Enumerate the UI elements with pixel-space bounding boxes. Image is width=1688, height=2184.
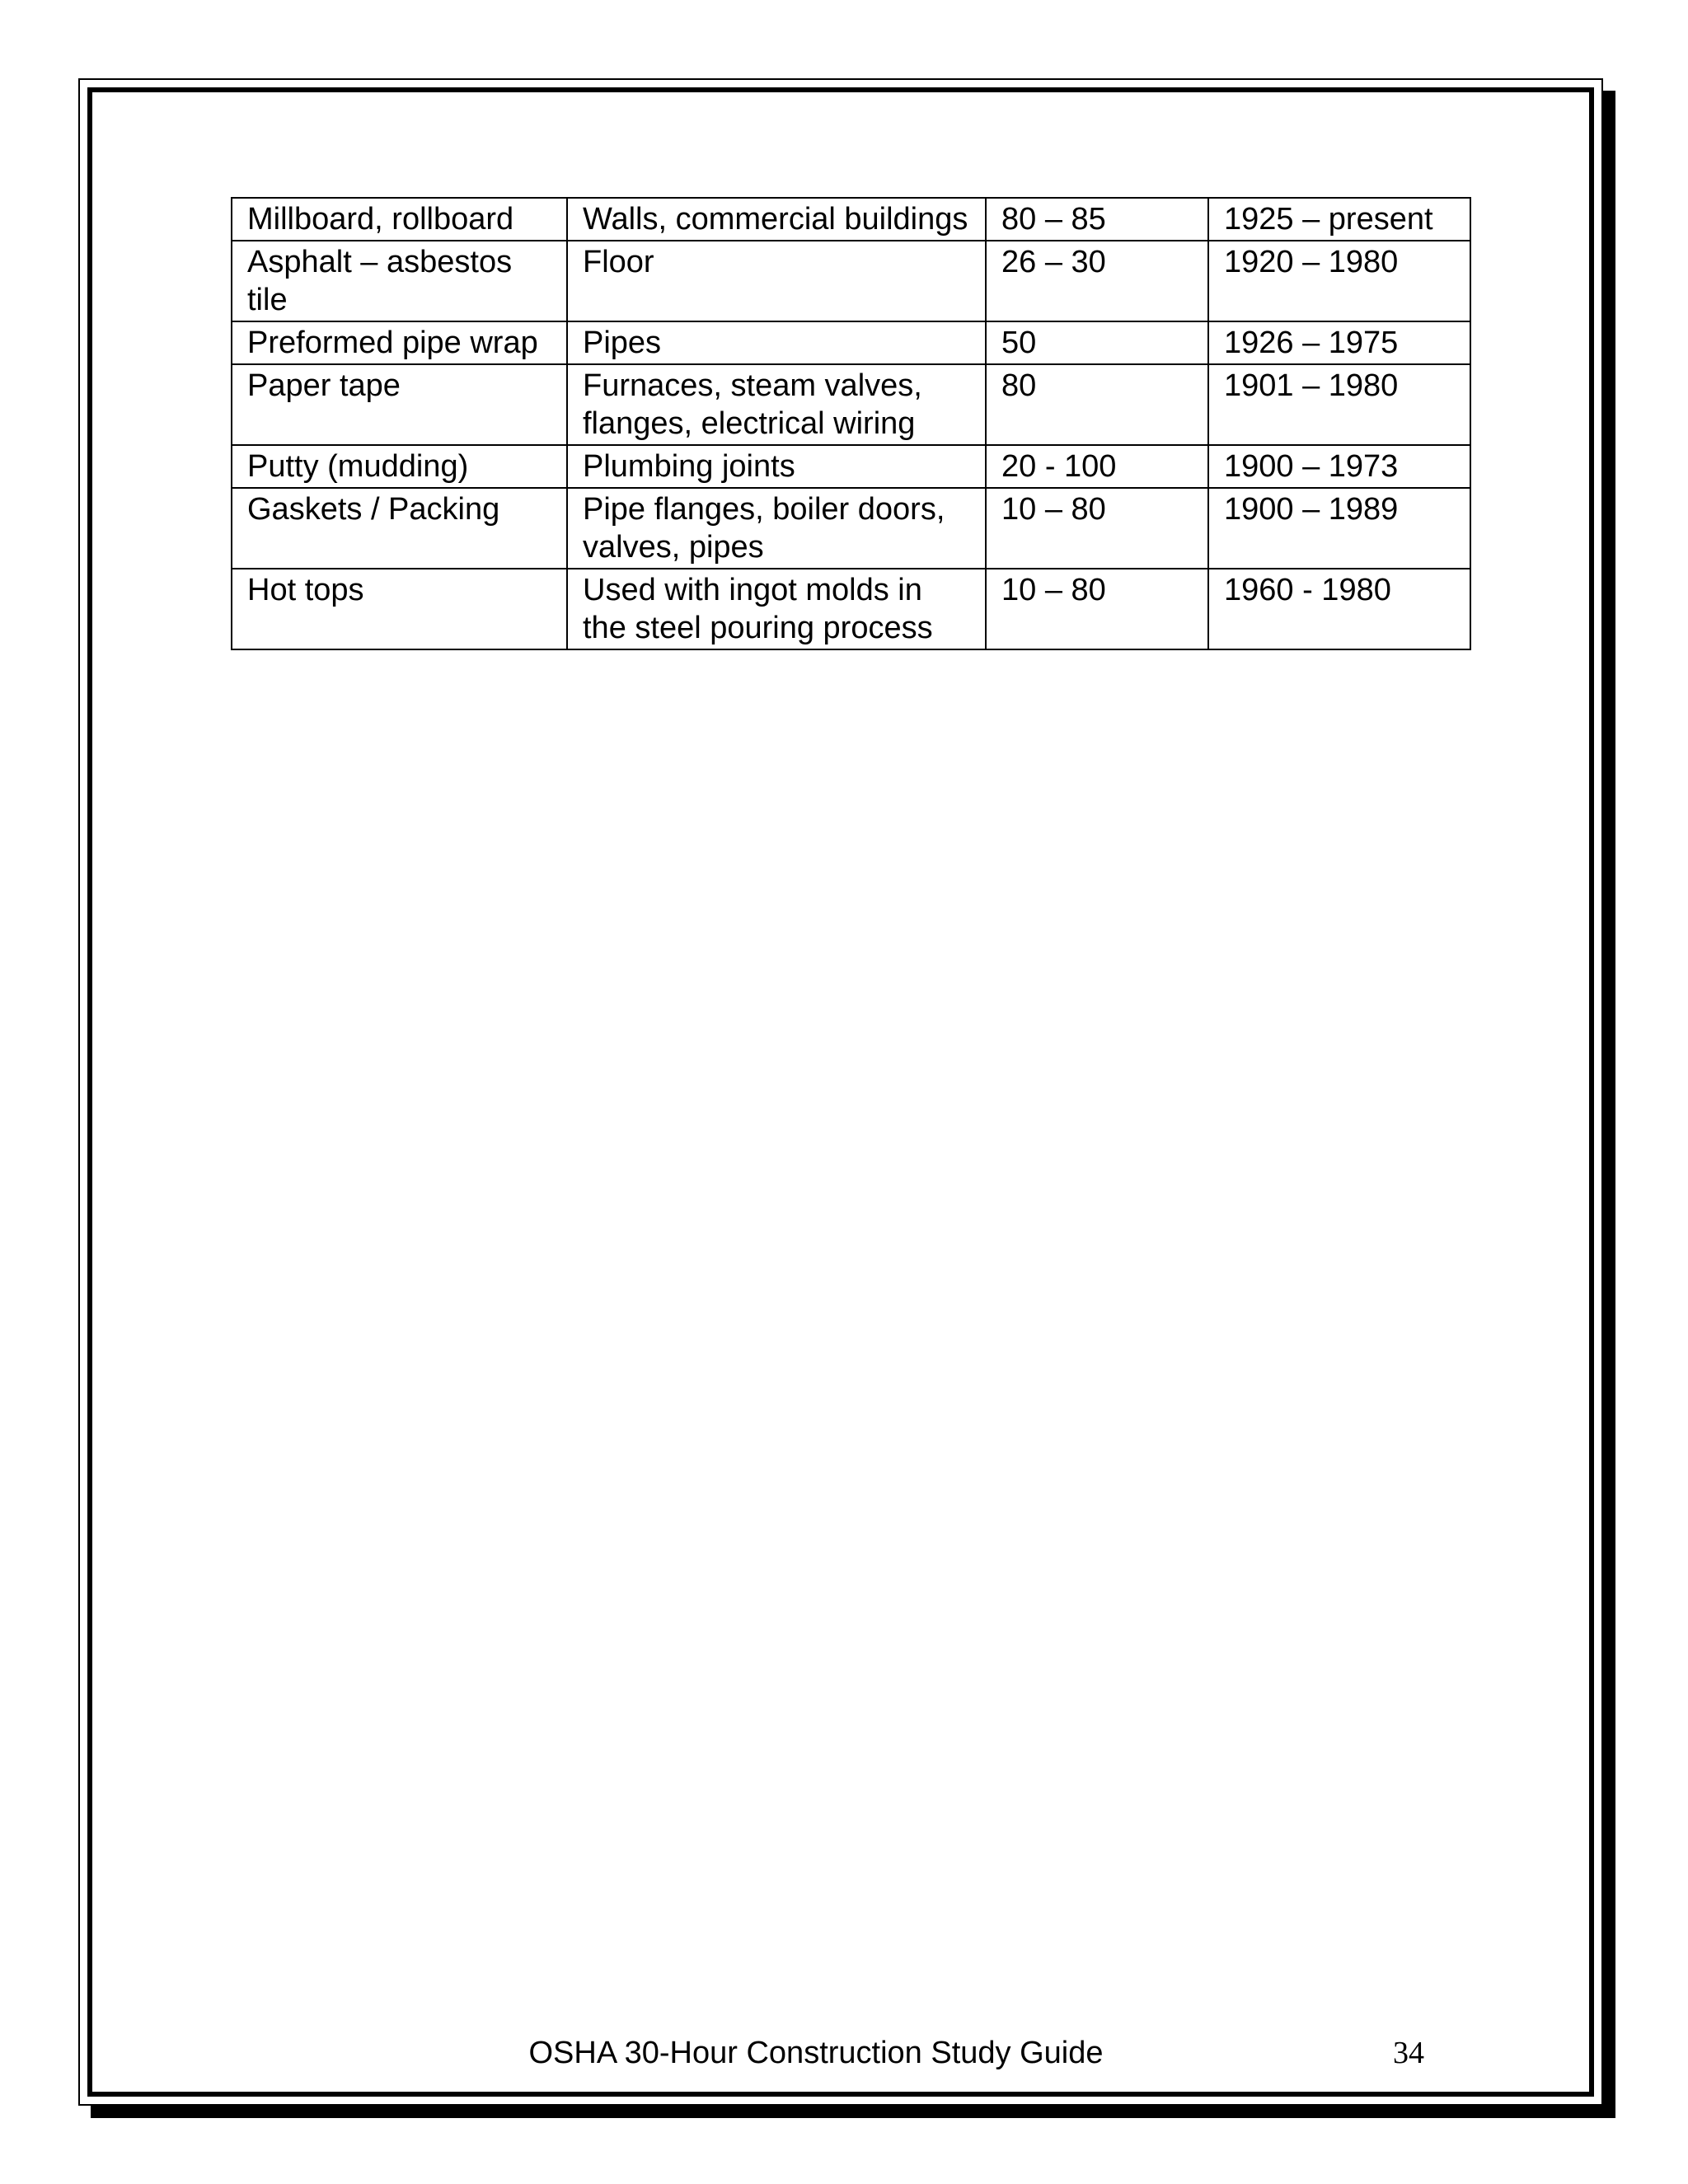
table-cell-material: Gaskets / Packing (232, 488, 567, 569)
table-cell-years: 1926 – 1975 (1208, 321, 1470, 364)
table-cell-years: 1900 – 1973 (1208, 445, 1470, 488)
table-row (232, 488, 1470, 569)
table-row (232, 321, 1470, 364)
footer-title: OSHA 30-Hour Construction Study Guide (528, 2036, 1104, 2070)
table-cell-use: Plumbing joints (567, 445, 986, 488)
table-cell-material: Hot tops (232, 569, 567, 649)
table-cell-years: 1901 – 1980 (1208, 364, 1470, 445)
table-cell-years: 1960 - 1980 (1208, 569, 1470, 649)
table-cell-percent: 26 – 30 (986, 241, 1208, 321)
table-cell-use: Floor (567, 241, 986, 321)
table-cell-use: Walls, commercial buildings (567, 198, 986, 241)
table-cell-percent: 80 – 85 (986, 198, 1208, 241)
table-cell-percent: 10 – 80 (986, 569, 1208, 649)
table-cell-material: Asphalt – asbestos tile (232, 241, 567, 321)
table-cell-years: 1900 – 1989 (1208, 488, 1470, 569)
table-cell-years: 1920 – 1980 (1208, 241, 1470, 321)
table-row (232, 445, 1470, 488)
page-number: 34 (1393, 2036, 1424, 2070)
table-cell-percent: 10 – 80 (986, 488, 1208, 569)
table-row (232, 241, 1470, 321)
table-row (232, 198, 1470, 241)
table-cell-years: 1925 – present (1208, 198, 1470, 241)
table-cell-use: Pipe flanges, boiler doors, valves, pipes (567, 488, 986, 569)
table-cell-material: Millboard, rollboard (232, 198, 567, 241)
table-cell-percent: 80 (986, 364, 1208, 445)
table-cell-use: Used with ingot molds in the steel pouring process (567, 569, 986, 649)
table-cell-percent: 20 - 100 (986, 445, 1208, 488)
table-row (232, 569, 1470, 649)
table-cell-material: Paper tape (232, 364, 567, 445)
table-cell-percent: 50 (986, 321, 1208, 364)
table-cell-use: Pipes (567, 321, 986, 364)
table-cell-use: Furnaces, steam valves, flanges, electrical wiring (567, 364, 986, 445)
table-cell-material: Preformed pipe wrap (232, 321, 567, 364)
table-cell-material: Putty (mudding) (232, 445, 567, 488)
table-row (232, 364, 1470, 445)
asbestos-materials-table (231, 197, 1471, 650)
